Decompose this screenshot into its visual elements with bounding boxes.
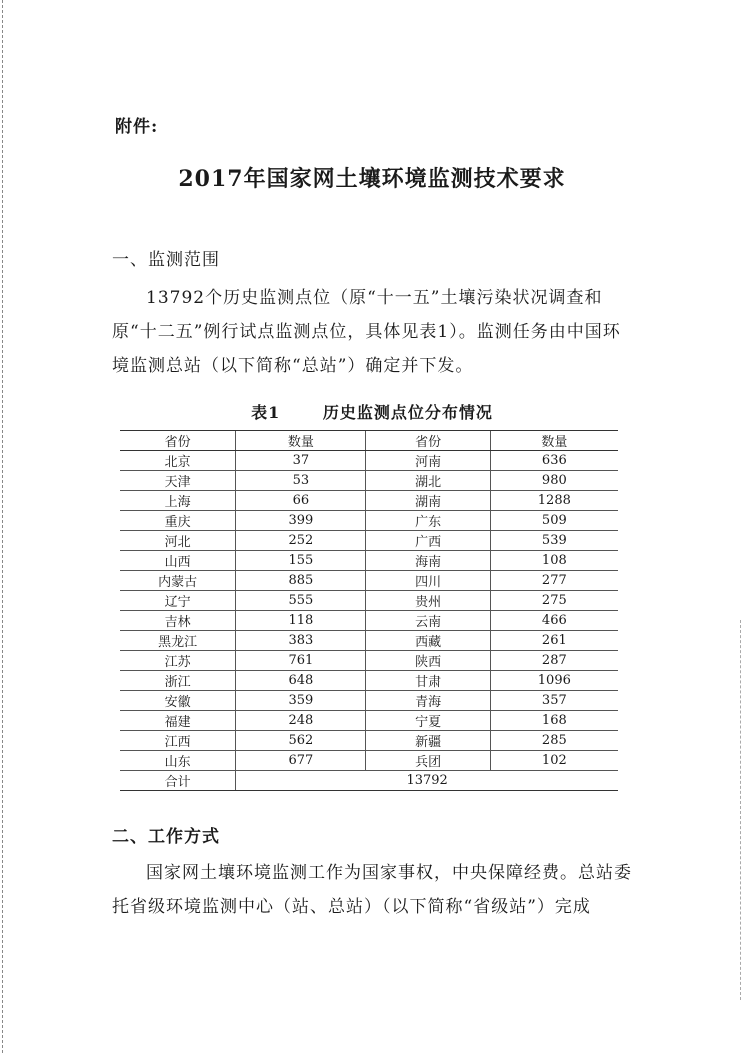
table-total-row: [120, 771, 618, 791]
province-cell: 湖北: [366, 471, 490, 491]
table-row: [120, 491, 618, 511]
count-cell: 761: [236, 651, 366, 671]
count-cell: 648: [236, 671, 366, 691]
table-row: [120, 711, 618, 731]
count-cell: 66: [236, 491, 366, 511]
table-caption: [0, 400, 744, 423]
province-cell: 江苏: [120, 651, 236, 671]
count-cell: 287: [490, 651, 618, 671]
count-cell: 252: [236, 531, 366, 551]
province-cell: 内蒙古: [120, 571, 236, 591]
count-cell: 509: [490, 511, 618, 531]
scan-edge-dashes-right: [740, 620, 741, 1000]
count-cell: 118: [236, 611, 366, 631]
province-cell: 海南: [366, 551, 490, 571]
table-row: [120, 471, 618, 491]
table-row: [120, 591, 618, 611]
table-row: [120, 651, 618, 671]
count-cell: 108: [490, 551, 618, 571]
province-cell: 西藏: [366, 631, 490, 651]
count-cell: 277: [490, 571, 618, 591]
table-row: [120, 571, 618, 591]
province-cell: 吉林: [120, 611, 236, 631]
province-cell: 广西: [366, 531, 490, 551]
table-caption-text: 历史监测点位分布情况: [322, 403, 493, 422]
header-province-2: 省份: [366, 431, 490, 451]
table-row: [120, 671, 618, 691]
province-cell: 新疆: [366, 731, 490, 751]
table-row: [120, 451, 618, 471]
province-cell: 江西: [120, 731, 236, 751]
count-cell: 885: [236, 571, 366, 591]
province-cell: 重庆: [120, 511, 236, 531]
count-cell: 359: [236, 691, 366, 711]
total-value: 13792: [236, 771, 618, 791]
count-cell: 980: [490, 471, 618, 491]
attachment-label: 附件:: [115, 117, 159, 137]
section-1-paragraph: 13792个历史监测点位（原“十一五”土壤污染状况调查和原“十二五”例行试点监测点位，具体见表1）。监测任务由中国环境监测总站（以下简称“总站”）确定并下发。: [112, 288, 621, 376]
count-cell: 677: [236, 751, 366, 771]
count-cell: 636: [490, 451, 618, 471]
count-cell: 37: [236, 451, 366, 471]
table-row: [120, 631, 618, 651]
province-cell: 宁夏: [366, 711, 490, 731]
province-cell: 陕西: [366, 651, 490, 671]
section-2-paragraph: 国家网土壤环境监测工作为国家事权，中央保障经费。总站委托省级环境监测中心（站、总站）（以下简称“省级站”）完成: [112, 863, 632, 917]
province-cell: 安徽: [120, 691, 236, 711]
province-cell: 黑龙江: [120, 631, 236, 651]
count-cell: 1288: [490, 491, 618, 511]
document-title: 2017年国家网土壤环境监测技术要求: [178, 166, 566, 192]
count-cell: 555: [236, 591, 366, 611]
province-cell: 四川: [366, 571, 490, 591]
table-row: [120, 511, 618, 531]
province-cell: 贵州: [366, 591, 490, 611]
count-cell: 466: [490, 611, 618, 631]
province-cell: 山东: [120, 751, 236, 771]
header-province-1: 省份: [120, 431, 236, 451]
province-cell: 河北: [120, 531, 236, 551]
province-cell: 山西: [120, 551, 236, 571]
province-cell: 福建: [120, 711, 236, 731]
count-cell: 399: [236, 511, 366, 531]
count-cell: 383: [236, 631, 366, 651]
table-header-row: [120, 431, 618, 451]
province-cell: 甘肃: [366, 671, 490, 691]
province-cell: 青海: [366, 691, 490, 711]
count-cell: 562: [236, 731, 366, 751]
total-label: 合计: [120, 771, 236, 791]
province-cell: 辽宁: [120, 591, 236, 611]
table-row: [120, 551, 618, 571]
province-cell: 广东: [366, 511, 490, 531]
count-cell: 155: [236, 551, 366, 571]
province-cell: 上海: [120, 491, 236, 511]
count-cell: 357: [490, 691, 618, 711]
table-caption-number: 表1: [251, 403, 281, 422]
table-row: [120, 751, 618, 771]
count-cell: 102: [490, 751, 618, 771]
count-cell: 539: [490, 531, 618, 551]
table-row: [120, 531, 618, 551]
province-cell: 北京: [120, 451, 236, 471]
count-cell: 168: [490, 711, 618, 731]
count-cell: 1096: [490, 671, 618, 691]
table-row: [120, 731, 618, 751]
table-row: [120, 611, 618, 631]
count-cell: 53: [236, 471, 366, 491]
province-cell: 湖南: [366, 491, 490, 511]
section-2-heading: 二、工作方式: [112, 827, 220, 847]
count-cell: 285: [490, 731, 618, 751]
province-cell: 兵团: [366, 751, 490, 771]
table-row: [120, 691, 618, 711]
header-count-1: 数量: [236, 431, 366, 451]
section-1-heading: 一、监测范围: [112, 250, 220, 270]
province-cell: 云南: [366, 611, 490, 631]
count-cell: 261: [490, 631, 618, 651]
count-cell: 275: [490, 591, 618, 611]
count-cell: 248: [236, 711, 366, 731]
province-cell: 天津: [120, 471, 236, 491]
province-cell: 浙江: [120, 671, 236, 691]
scan-edge-dashes-left: [2, 0, 3, 1053]
header-count-2: 数量: [490, 431, 618, 451]
province-cell: 河南: [366, 451, 490, 471]
monitoring-points-table: [120, 430, 618, 791]
